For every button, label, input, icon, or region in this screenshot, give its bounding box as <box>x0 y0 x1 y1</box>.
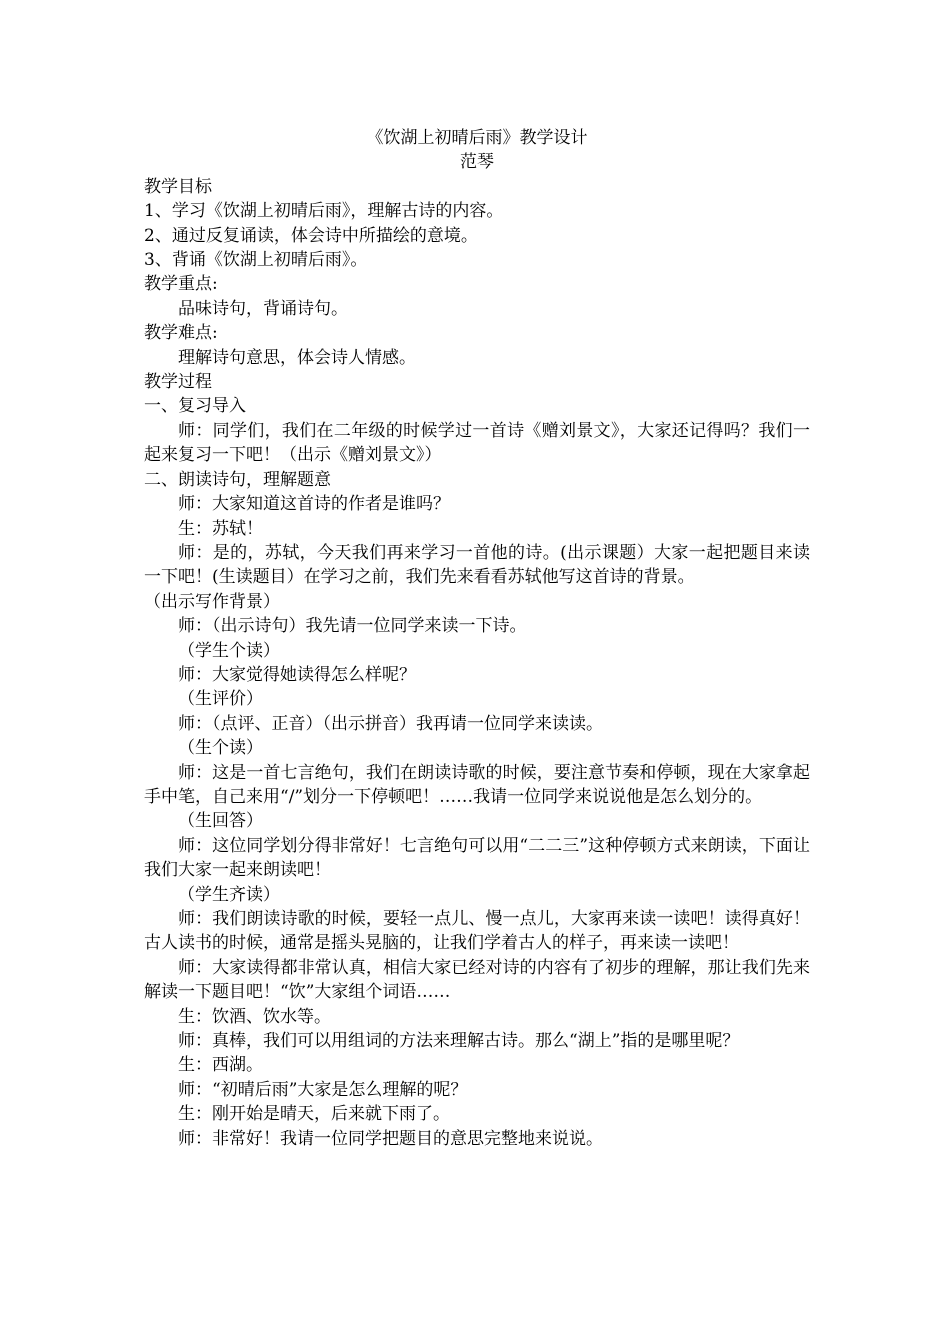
section-heading-key-points: 教学重点: <box>144 274 218 295</box>
dialogue-line: 生：饮酒、饮水等。 <box>178 1006 331 1027</box>
dialogue-paragraph: 师：我们朗读诗歌的时候，要轻一点儿、慢一点儿，大家再来读一读吧！读得真好！古人读书的时候，通常是摇头晃脑的，让我们学着古人的样子，再来读一读吧！ <box>144 909 810 954</box>
dialogue-line: 生：苏轼！ <box>178 518 263 539</box>
dialogue-line: 师：（点评、正音）（出示拼音）我再请一位同学来读读。 <box>178 713 603 734</box>
dialogue-paragraph: 师：大家读得都非常认真，相信大家已经对诗的内容有了初步的理解，那让我们先来解读一下题目吧！“饮”大家组个词语…… <box>144 957 810 1003</box>
stage-direction: （出示写作背景） <box>144 591 280 612</box>
dialogue-line: 师：大家知道这首诗的作者是谁吗？ <box>178 494 450 515</box>
dialogue-line: 师：大家觉得她读得怎么样呢？ <box>178 664 416 685</box>
stage-direction: （生回答） <box>178 811 263 832</box>
objective-item: 2、通过反复诵读，体会诗中所描绘的意境。 <box>144 225 478 246</box>
section-heading-difficulties: 教学难点: <box>144 323 218 344</box>
dialogue-line: 师：真棒，我们可以用组词的方法来理解古诗。那么“湖上”指的是哪里呢？ <box>178 1031 740 1052</box>
objective-item: 3、背诵《饮湖上初晴后雨》。 <box>144 250 368 271</box>
dialogue-paragraph: 师：是的，苏轼，今天我们再来学习一首他的诗。(出示课题）大家一起把题目来读一下吧！(生读题目）在学习之前，我们先来看看苏轼他写这首诗的背景。 <box>144 542 810 588</box>
dialogue-paragraph: 师：这位同学划分得非常好！七言绝句可以用“二二三”这种停顿方式来朗读，下面让我们大家一起来朗读吧！ <box>144 835 810 881</box>
dialogue-line: 生：刚开始是晴天，后来就下雨了。 <box>178 1104 450 1125</box>
subsection-heading-reading: 二、朗读诗句，理解题意 <box>144 469 331 490</box>
dialogue-line: 师：非常好！我请一位同学把题目的意思完整地来说说。 <box>178 1128 603 1149</box>
key-points-text: 品味诗句，背诵诗句。 <box>178 298 348 319</box>
dialogue-paragraph: 师：这是一首七言绝句，我们在朗读诗歌的时候，要注意节奏和停顿，现在大家拿起手中笔，自己来用“/”划分一下停顿吧！……我请一位同学来说说他是怎么划分的。 <box>144 762 810 807</box>
document-body <box>144 126 810 1151</box>
author-name: 范琴 <box>460 152 494 173</box>
dialogue-line: 师：“初晴后雨”大家是怎么理解的呢？ <box>178 1079 468 1100</box>
section-heading-process: 教学过程 <box>144 372 212 393</box>
objective-item: 1、学习《饮湖上初晴后雨》，理解古诗的内容。 <box>144 201 504 222</box>
dialogue-paragraph: 师：同学们，我们在二年级的时候学过一首诗《赠刘景文》，大家还记得吗？我们一起来复习一下吧！（出示《赠刘景文》） <box>144 420 810 466</box>
stage-direction: （学生齐读） <box>178 884 280 905</box>
document-title: 《饮湖上初晴后雨》教学设计 <box>366 128 588 148</box>
subsection-heading-review: 一、复习导入 <box>144 396 246 417</box>
difficulties-text: 理解诗句意思，体会诗人情感。 <box>178 347 416 368</box>
dialogue-line: 师：（出示诗句）我先请一位同学来读一下诗。 <box>178 616 527 637</box>
stage-direction: （学生个读） <box>178 640 280 661</box>
dialogue-line: 生：西湖。 <box>178 1055 263 1076</box>
stage-direction: （生评价） <box>178 689 263 710</box>
stage-direction: （生个读） <box>178 738 263 759</box>
section-heading-objectives: 教学目标 <box>144 176 212 197</box>
